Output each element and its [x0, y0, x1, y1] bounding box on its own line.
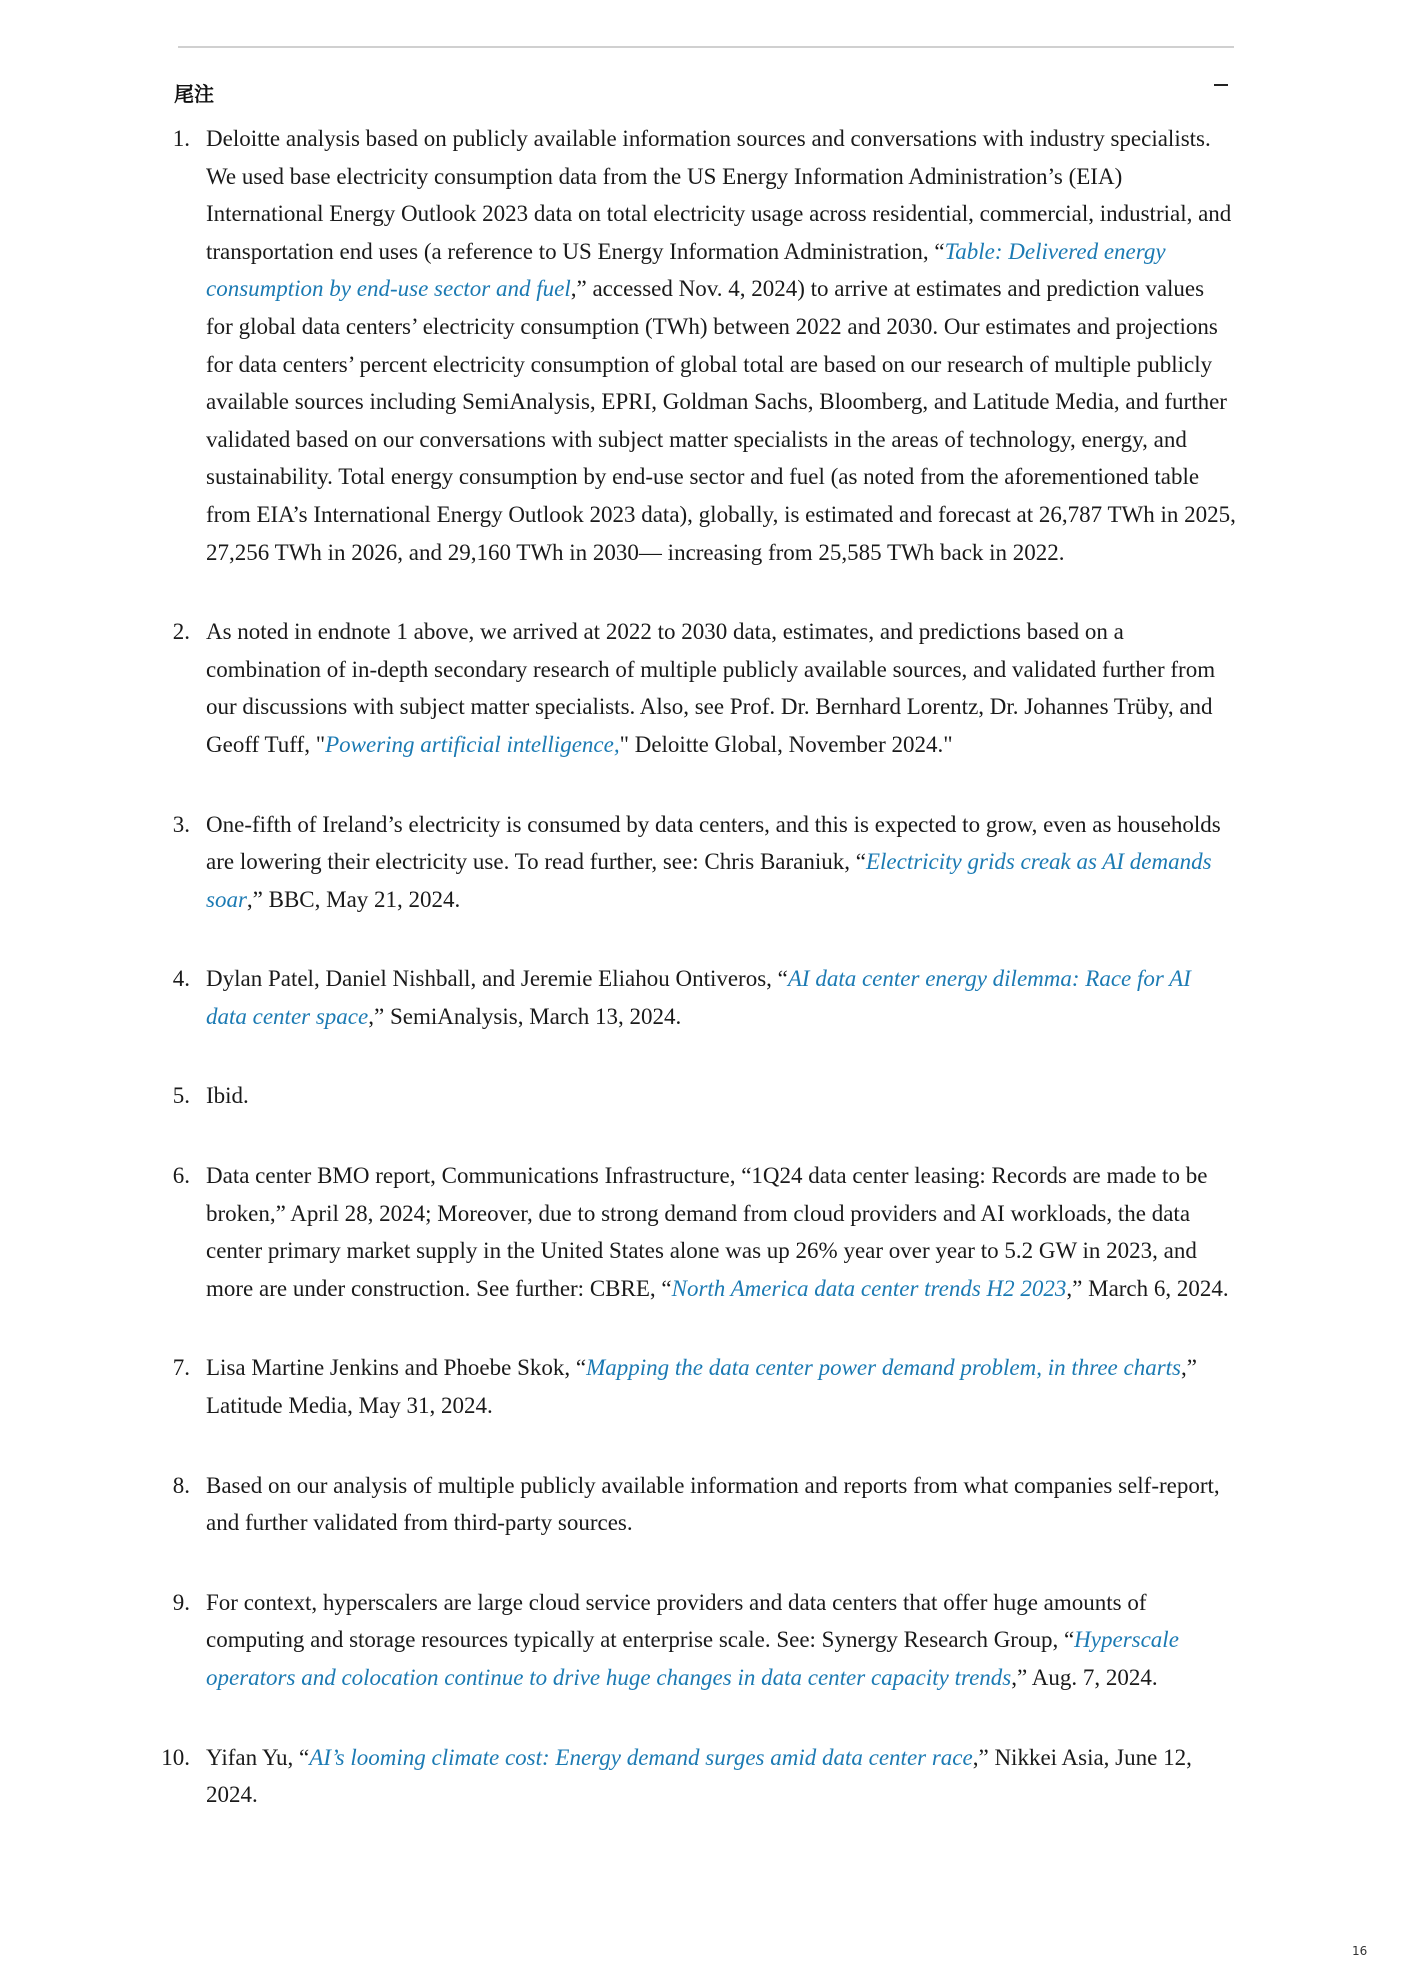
- minus-icon[interactable]: [1214, 84, 1228, 86]
- endnote-link[interactable]: Mapping the data center power demand problem, in three charts: [586, 1355, 1182, 1381]
- page-number: 16: [1352, 1944, 1368, 1958]
- endnote-link[interactable]: North America data center trends H2 2023: [671, 1275, 1067, 1301]
- top-divider: [178, 46, 1234, 48]
- endnote-5: [172, 1077, 1236, 1115]
- endnote-number: 1.: [172, 126, 190, 151]
- endnote-number: 6.: [172, 1163, 190, 1189]
- endnote-number: 8.: [172, 1472, 190, 1498]
- endnote-number: 5.: [172, 1083, 190, 1109]
- endnotes-list: [161, 120, 1236, 1856]
- endnote-link[interactable]: Powering artificial intelligence,: [325, 731, 620, 757]
- endnote-number: 10.: [161, 1744, 190, 1770]
- endnote-text: ,” SemiAnalysis, March 13, 2024.: [368, 1003, 682, 1029]
- endnote-number: 3.: [172, 811, 190, 837]
- endnote-2: [172, 613, 1236, 763]
- endnote-text: Lisa Martine Jenkins and Phoebe Skok, “: [206, 1355, 587, 1381]
- endnote-link[interactable]: AI’s looming climate cost: Energy demand surges amid data center race: [309, 1744, 973, 1770]
- endnote-text: Based on our analysis of multiple publicly available information and reports from what companies self-report, and further validated from third-party sources.: [206, 1472, 1220, 1536]
- endnote-7: [172, 1349, 1236, 1424]
- endnote-text: For context, hyperscalers are large cloud service providers and data centers that offer huge amounts of computing and storage resources typically at enterprise scale. See: Synergy Research Group, “: [206, 1589, 1147, 1653]
- endnote-text: ,” accessed Nov. 4, 2024) to arrive at estimates and prediction values for global data centers’ electricity consumption (TWh) between 2022 and 2030. Our estimates and projections for data centers’ percent electricity consumption of global total are based on our research of multiple publicly available sources including SemiAnalysis, EPRI, Goldman Sachs, Bloomberg, and Latitude Media, and further validated based on our conversations with subject matter specialists in the areas of technology, energy, and sustainability. Total energy consumption by end-use sector and fuel (as noted from the aforementioned table from EIA’s International Energy Outlook 2023 data), globally, is estimated and forecast at 26,787 TWh in 2025, 27,256 TWh in 2026, and 29,160 TWh in 2030— increasing from 25,585 TWh back in 2022.: [206, 276, 1236, 565]
- endnote-link[interactable]: AI data center energy dilemma: Race for AI data center space: [206, 966, 1191, 1029]
- endnote-9: [172, 1584, 1236, 1697]
- endnote-link[interactable]: Hyperscale operators and colocation continue to drive huge changes in data center capacity trends: [206, 1627, 1179, 1690]
- endnote-number: 9.: [172, 1589, 190, 1615]
- endnote-10: [161, 1739, 1236, 1814]
- endnote-1: [172, 120, 1236, 571]
- endnote-text: ,” Nikkei Asia, June 12, 2024.: [206, 1744, 1192, 1808]
- endnote-link[interactable]: Electricity grids creak as AI demands soar: [206, 849, 1212, 912]
- endnote-text: ,” BBC, May 21, 2024.: [246, 886, 461, 912]
- endnote-number: 7.: [172, 1355, 190, 1381]
- endnote-text: Yifan Yu, “: [206, 1744, 310, 1770]
- endnote-number: 2.: [172, 619, 190, 645]
- endnote-8: [172, 1467, 1236, 1542]
- endnote-text: ,” Latitude Media, May 31, 2024.: [206, 1355, 1197, 1419]
- endnote-text: ,” Aug. 7, 2024.: [1011, 1665, 1158, 1690]
- endnote-text: Deloitte analysis based on publicly available information sources and conversations with industry specialists. We used base electricity consumption data from the US Energy Information Administration’s (EIA) International Energy Outlook 2023 data on total electricity usage across residential, commercial, industrial, and transportation end uses (a reference to US Energy Information Administration, “: [206, 126, 1232, 264]
- endnote-4: [172, 960, 1236, 1035]
- endnote-text: ,” March 6, 2024.: [1066, 1275, 1229, 1301]
- endnote-number: 4.: [172, 966, 190, 992]
- endnote-link[interactable]: Table: Delivered energy consumption by end-use sector and fuel: [206, 238, 1166, 302]
- endnote-text: One-fifth of Ireland’s electricity is consumed by data centers, and this is expected to grow, even as households are lowering their electricity use. To read further, see: Chris Baraniuk, “: [206, 811, 1221, 875]
- endnote-text: Ibid.: [206, 1083, 249, 1109]
- endnotes-heading: 尾注: [174, 82, 214, 106]
- endnote-text: As noted in endnote 1 above, we arrived at 2022 to 2030 data, estimates, and predictions based on a combination of in-depth secondary research of multiple publicly available sources, and validated further from our discussions with subject matter specialists. Also, see Prof. Dr. Bernhard Lorentz, Dr. Johannes Trüby, and Geoff Tuff, ": [206, 619, 1216, 757]
- endnote-6: [172, 1157, 1236, 1307]
- endnote-text: Dylan Patel, Daniel Nishball, and Jeremie Eliahou Ontiveros, “: [206, 966, 788, 992]
- endnote-3: [172, 806, 1236, 919]
- endnote-text: " Deloitte Global, November 2024.": [619, 731, 953, 757]
- endnote-text: Data center BMO report, Communications Infrastructure, “1Q24 data center leasing: Records are made to be broken,” April 28, 2024; Moreover, due to strong demand from cloud providers and AI workloads, the data center primary market supply in the United States alone was up 26% year over year to 5.2 GW in 2023, and more are under construction. See further: CBRE, “: [206, 1163, 1208, 1301]
